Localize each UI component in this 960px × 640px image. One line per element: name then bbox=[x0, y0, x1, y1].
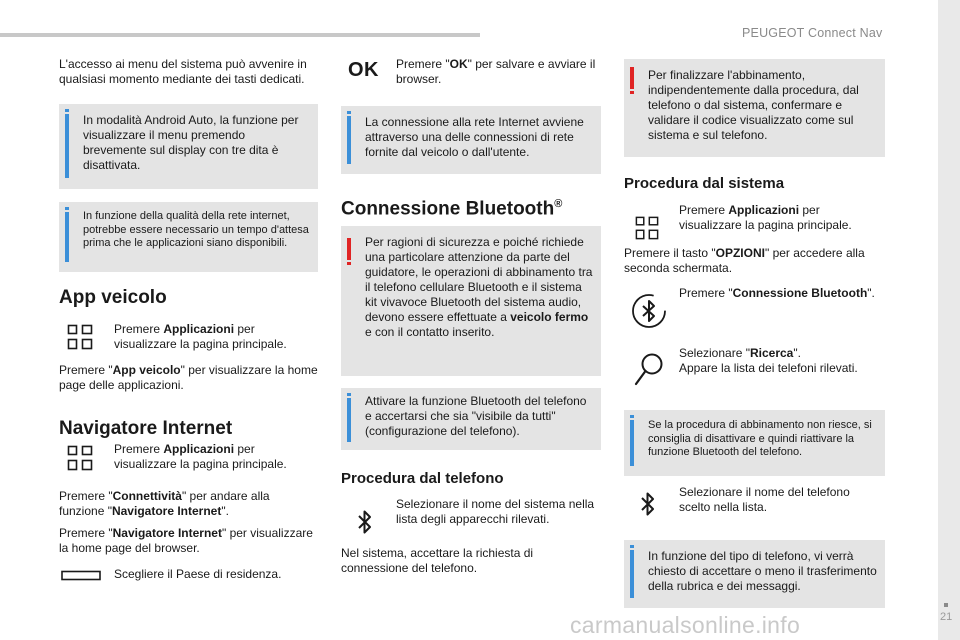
applications-grid-icon bbox=[67, 324, 93, 350]
info-box-phone-transfer bbox=[624, 540, 885, 608]
phone-step-2: Nel sistema, accettare la richiesta di connessione del telefono. bbox=[341, 546, 534, 575]
applications-grid-icon bbox=[635, 216, 659, 240]
header-title: PEUGEOT Connect Nav bbox=[742, 26, 883, 40]
nav-step-3: Premere "Navigatore Internet" per visualizzare la home page del browser. bbox=[59, 526, 313, 555]
info-box-network bbox=[59, 202, 318, 272]
nav-step-1: Premere Applicazioni per visualizzare la pagina principale. bbox=[114, 442, 287, 471]
country-field-icon bbox=[61, 570, 101, 582]
nav-step-4: Scegliere il Paese di residenza. bbox=[114, 567, 282, 581]
info-text: Se la procedura di abbinamento non riesce, si consiglia di disattivare e quindi riattivare la funzione Bluetooth del telefono. bbox=[648, 419, 872, 458]
info-icon bbox=[347, 116, 351, 164]
sys-step-2: Premere il tasto "OPZIONI" per accedere alla seconda schermata. bbox=[624, 246, 865, 275]
warning-icon bbox=[630, 67, 634, 89]
search-icon bbox=[634, 352, 664, 386]
section-title-procedura-telefono: Procedura dal telefono bbox=[341, 470, 504, 487]
info-box-internet-connection bbox=[341, 106, 601, 174]
sys-step-1: Premere Applicazioni per visualizzare la pagina principale. bbox=[679, 203, 852, 232]
section-title-bluetooth: Connessione Bluetooth® bbox=[341, 198, 563, 220]
section-title-procedura-sistema: Procedura dal sistema bbox=[624, 175, 785, 192]
info-text: La connessione alla rete Internet avviene attraverso una delle connessioni di rete fornite dal veicolo o dall'utente. bbox=[365, 115, 584, 159]
info-icon bbox=[65, 114, 69, 178]
bluetooth-icon bbox=[356, 508, 374, 536]
info-text: In funzione della qualità della rete internet, potrebbe essere necessario un tempo d'attesa prima che le applicazioni siano disponibili. bbox=[83, 210, 309, 249]
app-step-2: Premere "App veicolo" per visualizzare la home page delle applicazioni. bbox=[59, 363, 318, 392]
info-box-activate-bluetooth bbox=[341, 388, 601, 450]
phone-step-1: Selezionare il nome del sistema nella lista degli apparecchi rilevati. bbox=[396, 497, 595, 526]
warning-text: Per ragioni di sicurezza e poiché richiede una particolare attenzione da parte del guidatore, le operazioni di abbinamento tra il telefono cellulare Bluetooth e il sistema kit vivavoce Bluetooth del sistema audio, devono essere effettuate a veicolo fermo e con il contatto inserito. bbox=[365, 235, 593, 339]
page-side-strip bbox=[938, 0, 960, 640]
warning-icon bbox=[347, 238, 351, 260]
bluetooth-icon bbox=[639, 490, 657, 518]
info-icon bbox=[630, 550, 634, 598]
applications-grid-icon bbox=[67, 445, 93, 471]
warning-box-safety bbox=[341, 226, 601, 376]
warning-text: Per finalizzare l'abbinamento, indipendentemente dalla procedura, dal telefono o dal sistema, confermare e validare il codice visualizzato come sul sistema e sul telefono. bbox=[648, 68, 859, 142]
watermark-text: carmanualsonline.info bbox=[570, 612, 801, 638]
info-icon bbox=[630, 420, 634, 466]
app-step-1: Premere Applicazioni per visualizzare la pagina principale. bbox=[114, 322, 287, 351]
info-text: In modalità Android Auto, la funzione per visualizzare il menu premendo brevemente sul display con tre dita è disattivata. bbox=[83, 113, 299, 172]
info-icon bbox=[65, 212, 69, 262]
info-box-android-auto bbox=[59, 104, 318, 189]
info-box-pairing-failure bbox=[624, 410, 885, 476]
section-title-app-veicolo: App veicolo bbox=[59, 287, 167, 308]
info-text: In funzione del tipo di telefono, vi verrà chiesto di accettare o meno il trasferimento della rubrica e dei messaggi. bbox=[648, 549, 877, 593]
ok-step: Premere "OK" per salvare e avviare il browser. bbox=[396, 57, 596, 86]
sys-step-4: Selezionare "Ricerca". Appare la lista dei telefoni rilevati. bbox=[679, 346, 858, 375]
header-divider bbox=[0, 33, 480, 37]
section-title-navigatore-internet: Navigatore Internet bbox=[59, 418, 233, 439]
nav-step-2: Premere "Connettività" per andare alla funzione "Navigatore Internet". bbox=[59, 489, 270, 518]
page-number: 21 bbox=[940, 611, 953, 623]
info-text: Attivare la funzione Bluetooth del telefono e accertarsi che sia "visibile da tutti" (configurazione del telefono). bbox=[365, 394, 587, 438]
page-marker-square bbox=[944, 603, 948, 607]
intro-text: L'accesso ai menu del sistema può avvenire in qualsiasi momento mediante dei tasti dedicati. bbox=[59, 57, 307, 86]
sys-step-5: Selezionare il nome del telefono scelto nella lista. bbox=[679, 485, 850, 514]
info-icon bbox=[347, 398, 351, 442]
ok-button-icon: OK bbox=[348, 59, 379, 81]
warning-box-pairing-code bbox=[624, 59, 885, 157]
sys-step-3: Premere "Connessione Bluetooth". bbox=[679, 286, 875, 300]
bluetooth-settings-icon bbox=[630, 292, 668, 330]
